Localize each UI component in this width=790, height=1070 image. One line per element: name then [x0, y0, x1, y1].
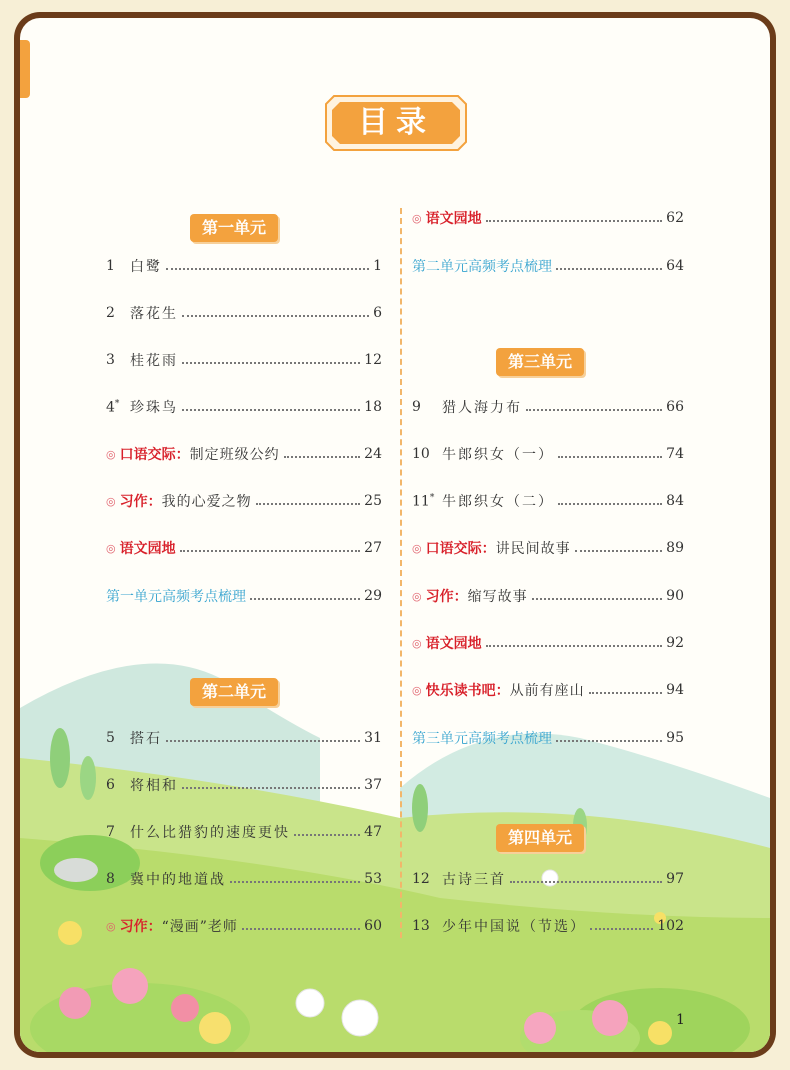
- item-page: 6: [373, 305, 382, 321]
- leader-dots: [166, 740, 360, 742]
- leader-dots: [510, 881, 662, 883]
- leader-dots: [590, 928, 653, 930]
- leader-dots: [556, 268, 662, 270]
- item-category: 习作：: [425, 589, 468, 605]
- leader-dots: [230, 881, 360, 883]
- item-title: 白鹭: [130, 259, 162, 275]
- toc-row-writing-3[interactable]: [412, 584, 684, 608]
- item-title: 牛郎织女（一）: [442, 447, 554, 463]
- bullet-icon: ◎: [412, 541, 422, 555]
- item-number: 3: [106, 352, 115, 368]
- leader-dots: [589, 692, 663, 694]
- item-page: 25: [364, 493, 382, 509]
- leader-dots: [242, 928, 360, 930]
- item-number: 8: [106, 871, 115, 887]
- toc-row-4[interactable]: [106, 395, 382, 419]
- toc-row-garden-3[interactable]: [412, 631, 684, 655]
- item-page: 12: [364, 352, 382, 368]
- item-category: 口语交际：: [119, 447, 190, 463]
- toc-row-writing-2[interactable]: [106, 914, 382, 938]
- item-title: 将相和: [130, 778, 178, 794]
- toc-row-1[interactable]: [106, 254, 382, 278]
- landscape-illustration: [20, 18, 770, 1052]
- item-page: 1: [373, 258, 382, 274]
- item-category: 语文园地: [119, 541, 176, 557]
- item-number: 6: [106, 777, 115, 793]
- leader-dots: [250, 598, 360, 600]
- item-page: 27: [364, 540, 382, 556]
- bullet-icon: ◎: [412, 683, 422, 697]
- item-subtitle: 从前有座山: [509, 683, 585, 699]
- item-number: 9: [412, 399, 421, 415]
- leader-dots: [182, 362, 360, 364]
- bullet-icon: ◎: [106, 494, 116, 508]
- toc-row-3[interactable]: [106, 348, 382, 372]
- item-title: 少年中国说（节选）: [442, 919, 586, 935]
- item-category: 习作：: [119, 919, 162, 935]
- bullet-icon: ◎: [412, 636, 422, 650]
- item-subtitle: 讲民间故事: [495, 541, 571, 557]
- toc-row-review-2[interactable]: [412, 254, 684, 278]
- item-page: 74: [666, 446, 684, 462]
- item-number: 10: [412, 446, 430, 462]
- review-title: 第二单元高频考点梳理: [412, 259, 552, 275]
- item-page: 97: [666, 871, 684, 887]
- item-number: 13: [412, 918, 430, 934]
- leader-dots: [182, 409, 360, 411]
- leader-dots: [486, 220, 663, 222]
- item-title: 牛郎织女（二）: [442, 494, 554, 510]
- item-category: 语文园地: [425, 211, 482, 227]
- unit4-badge: 第四单元: [496, 824, 584, 852]
- item-page: 18: [364, 399, 382, 415]
- toc-row-7[interactable]: [106, 820, 382, 844]
- toc-row-6[interactable]: [106, 773, 382, 797]
- leader-dots: [180, 550, 361, 552]
- leader-dots: [558, 503, 662, 505]
- toc-row-5[interactable]: [106, 726, 382, 750]
- item-number: 2: [106, 305, 115, 321]
- item-page: 24: [364, 446, 382, 462]
- item-page: 84: [666, 493, 684, 509]
- item-page: 94: [666, 682, 684, 698]
- toc-row-12[interactable]: [412, 867, 684, 891]
- page-content: [20, 18, 770, 1052]
- item-page: 66: [666, 399, 684, 415]
- item-page: 60: [364, 918, 382, 934]
- item-page: 47: [364, 824, 382, 840]
- toc-row-review-3[interactable]: [412, 726, 684, 750]
- item-title: 搭石: [130, 731, 162, 747]
- item-subtitle: 我的心爱之物: [161, 494, 252, 510]
- item-number: 7: [106, 824, 115, 840]
- unit2-badge: 第二单元: [190, 678, 278, 706]
- toc-row-oral[interactable]: [106, 442, 382, 466]
- review-title: 第一单元高频考点梳理: [106, 589, 246, 605]
- item-page: 29: [364, 588, 382, 604]
- item-title: 冀中的地道战: [130, 872, 226, 888]
- item-subtitle: “漫画”老师: [161, 919, 238, 935]
- item-title: 什么比猎豹的速度更快: [130, 825, 290, 841]
- item-category: 习作：: [119, 494, 162, 510]
- item-page: 62: [666, 210, 684, 226]
- toc-row-10[interactable]: [412, 442, 684, 466]
- item-page: 90: [666, 588, 684, 604]
- item-title: 珍珠鸟: [130, 400, 178, 416]
- column-divider: [400, 208, 402, 938]
- toc-row-reading[interactable]: [412, 678, 684, 702]
- item-title: 桂花雨: [130, 353, 178, 369]
- item-category: 口语交际：: [425, 541, 496, 557]
- leader-dots: [294, 834, 360, 836]
- item-category: 快乐读书吧：: [425, 683, 510, 699]
- leader-dots: [182, 315, 369, 317]
- item-page: 95: [666, 730, 684, 746]
- leader-dots: [284, 456, 361, 458]
- item-subtitle: 制定班级公约: [189, 447, 280, 463]
- toc-row-writing[interactable]: [106, 489, 382, 513]
- unit3-badge: 第三单元: [496, 348, 584, 376]
- bullet-icon: ◎: [412, 211, 422, 225]
- page-number: 1: [676, 1012, 685, 1028]
- item-subtitle: 缩写故事: [467, 589, 528, 605]
- leader-dots: [558, 456, 662, 458]
- toc-row-13[interactable]: [412, 914, 684, 938]
- item-page: 92: [666, 635, 684, 651]
- leader-dots: [532, 598, 663, 600]
- leader-dots: [486, 645, 663, 647]
- item-number: 12: [412, 871, 430, 887]
- leader-dots: [526, 409, 662, 411]
- optional-star: *: [429, 492, 435, 503]
- toc-row-2[interactable]: [106, 301, 382, 325]
- bullet-icon: ◎: [106, 447, 116, 461]
- toc-row-8[interactable]: [106, 867, 382, 891]
- item-category: 语文园地: [425, 636, 482, 652]
- item-page: 53: [364, 871, 382, 887]
- item-number: 1: [106, 258, 115, 274]
- leader-dots: [556, 740, 662, 742]
- toc-row-11[interactable]: [412, 489, 684, 513]
- item-page: 31: [364, 730, 382, 746]
- toc-row-review-1[interactable]: [106, 584, 382, 608]
- review-title: 第三单元高频考点梳理: [412, 731, 552, 747]
- bullet-icon: ◎: [412, 589, 422, 603]
- bullet-icon: ◎: [106, 541, 116, 555]
- unit1-badge: 第一单元: [190, 214, 278, 242]
- item-number: 5: [106, 730, 115, 746]
- toc-row-oral-2[interactable]: [412, 536, 684, 560]
- leader-dots: [575, 550, 663, 552]
- toc-title-text: 目录: [358, 105, 434, 140]
- leader-dots: [256, 503, 361, 505]
- leader-dots: [182, 787, 360, 789]
- toc-row-garden[interactable]: [106, 536, 382, 560]
- item-number: 4*: [106, 398, 120, 416]
- item-page: 102: [657, 918, 684, 934]
- item-number: 11*: [412, 492, 435, 510]
- toc-row-garden-2[interactable]: [412, 206, 684, 230]
- item-title: 落花生: [130, 306, 178, 322]
- optional-star: *: [114, 398, 120, 409]
- item-page: 64: [666, 258, 684, 274]
- item-title: 古诗三首: [442, 872, 506, 888]
- bullet-icon: ◎: [106, 919, 116, 933]
- item-title: 猎人海力布: [442, 400, 522, 416]
- leader-dots: [166, 268, 369, 270]
- item-page: 89: [666, 540, 684, 556]
- toc-title: [324, 94, 468, 152]
- toc-row-9[interactable]: [412, 395, 684, 419]
- item-page: 37: [364, 777, 382, 793]
